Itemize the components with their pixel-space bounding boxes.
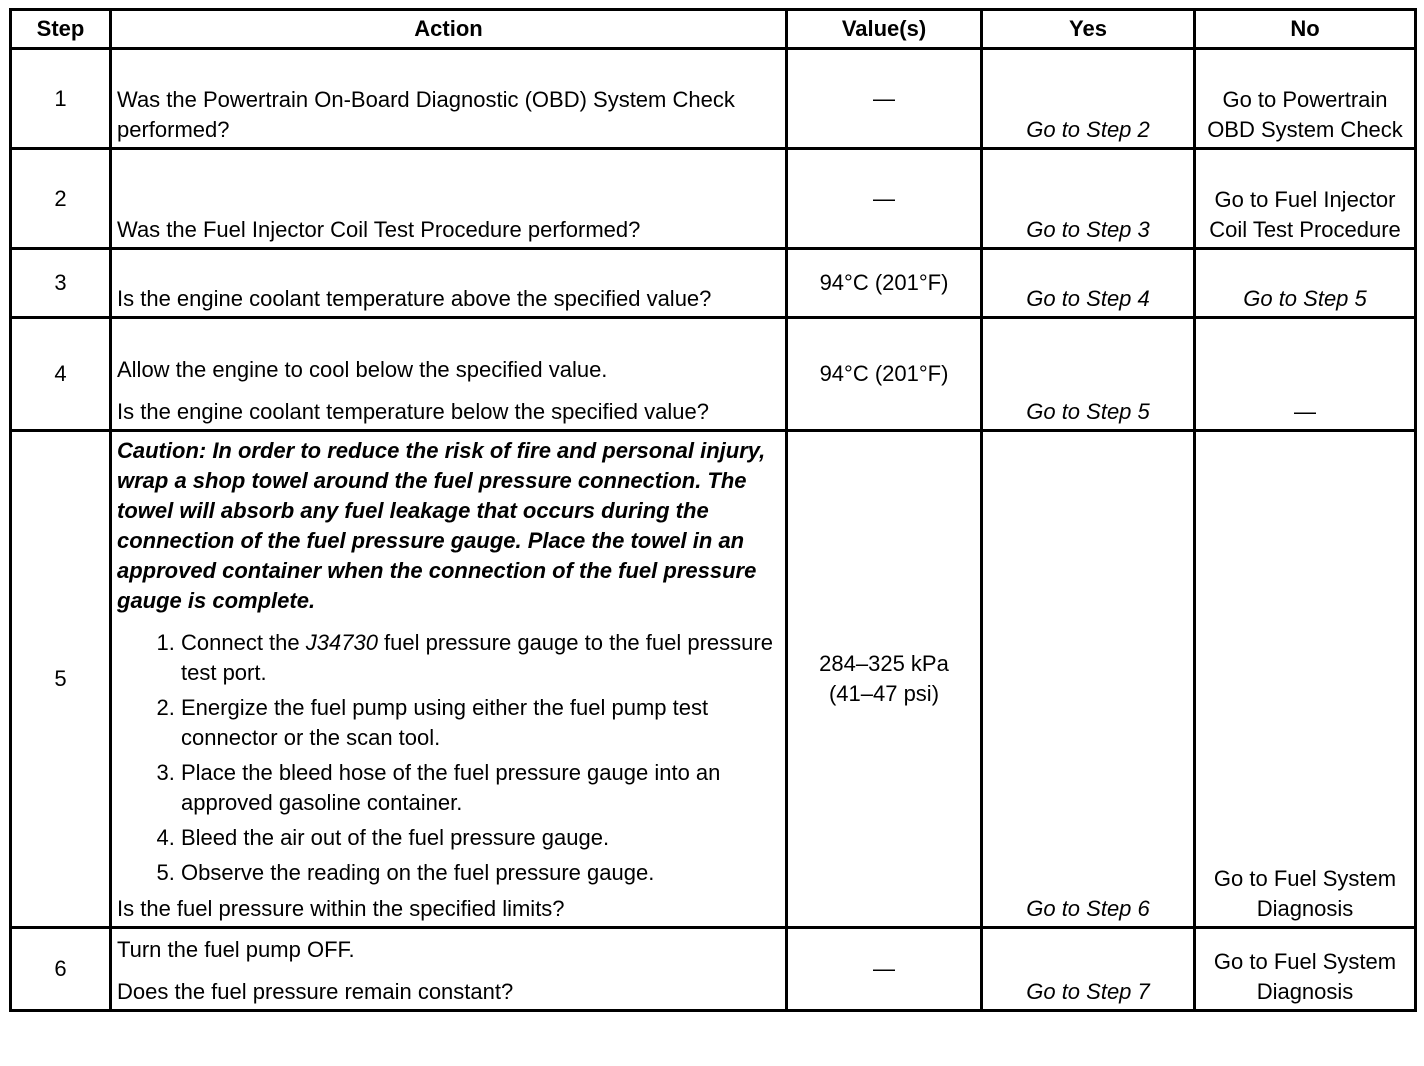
- table-row: [11, 431, 1416, 928]
- value-cell: —: [787, 928, 982, 1011]
- header-no: No: [1195, 10, 1416, 49]
- list-item: 2. Energize the fuel pump using either the fuel pump test connector or the scan tool.: [181, 693, 780, 753]
- table-row: [11, 318, 1416, 431]
- action-cell: [111, 928, 787, 1011]
- header-yes: Yes: [982, 10, 1195, 49]
- table-header-row: [11, 10, 1416, 49]
- step-number: 4: [11, 318, 111, 431]
- yes-link[interactable]: Go to Step 5: [982, 318, 1195, 431]
- header-values: Value(s): [787, 10, 982, 49]
- yes-link[interactable]: Go to Step 2: [982, 49, 1195, 149]
- action-text: Was the Fuel Injector Coil Test Procedure performed?: [111, 149, 787, 249]
- yes-link[interactable]: Go to Step 6: [982, 431, 1195, 928]
- value-cell: —: [787, 49, 982, 149]
- header-action: Action: [111, 10, 787, 49]
- procedure-list: [117, 628, 780, 888]
- value-cell: —: [787, 149, 982, 249]
- action-cell: [111, 318, 787, 431]
- no-link[interactable]: Go to Step 5: [1195, 249, 1416, 318]
- list-item: 1. Connect the J34730 fuel pressure gauge to the fuel pressure test port.: [181, 628, 780, 688]
- step-number: 6: [11, 928, 111, 1011]
- no-dash: —: [1195, 318, 1416, 431]
- caution-text: Caution: In order to reduce the risk of fire and personal injury, wrap a shop towel around the fuel pressure connection. The towel will absorb any fuel leakage that occurs during the connection of the fuel pressure gauge. Place the towel in an approved container when the connection of the fuel pressure gauge is complete.: [117, 438, 766, 613]
- table-row: [11, 149, 1416, 249]
- yes-link[interactable]: Go to Step 3: [982, 149, 1195, 249]
- no-link[interactable]: Go to Fuel System Diagnosis: [1195, 431, 1416, 928]
- tool-number: J34730: [305, 630, 378, 655]
- action-instruction: Allow the engine to cool below the specified value.: [117, 357, 608, 382]
- step-number: 3: [11, 249, 111, 318]
- step-number: 1: [11, 49, 111, 149]
- no-link[interactable]: Go to Fuel Injector Coil Test Procedure: [1195, 149, 1416, 249]
- action-text: Was the Powertrain On-Board Diagnostic (OBD) System Check performed?: [111, 49, 787, 149]
- diagnostic-table: [9, 8, 1417, 1012]
- table-row: [11, 49, 1416, 149]
- table-row: [11, 928, 1416, 1011]
- yes-link[interactable]: Go to Step 4: [982, 249, 1195, 318]
- list-item: 3. Place the bleed hose of the fuel pressure gauge into an approved gasoline container.: [181, 758, 780, 818]
- diagnostic-table-container: [9, 8, 1417, 1012]
- list-item: 5. Observe the reading on the fuel pressure gauge.: [181, 858, 780, 888]
- value-imperial: (41–47 psi): [828, 681, 940, 706]
- value-cell: 94°C (201°F): [787, 318, 982, 431]
- no-link[interactable]: Go to Fuel System Diagnosis: [1195, 928, 1416, 1011]
- value-cell: [787, 431, 982, 928]
- action-text: Is the engine coolant temperature above the specified value?: [111, 249, 787, 318]
- action-question: Is the fuel pressure within the specified limits?: [117, 896, 565, 921]
- step-number: 5: [11, 431, 111, 928]
- action-question: Does the fuel pressure remain constant?: [117, 979, 514, 1004]
- header-step: Step: [11, 10, 111, 49]
- action-question: Is the engine coolant temperature below the specified value?: [117, 399, 709, 424]
- step-number: 2: [11, 149, 111, 249]
- yes-link[interactable]: Go to Step 7: [982, 928, 1195, 1011]
- list-item: 4. Bleed the air out of the fuel pressure gauge.: [181, 823, 780, 853]
- value-metric: 284–325 kPa: [819, 651, 949, 676]
- table-row: [11, 249, 1416, 318]
- action-instruction: Turn the fuel pump OFF.: [117, 937, 355, 962]
- value-cell: 94°C (201°F): [787, 249, 982, 318]
- no-link[interactable]: Go to Powertrain OBD System Check: [1195, 49, 1416, 149]
- action-cell: [111, 431, 787, 928]
